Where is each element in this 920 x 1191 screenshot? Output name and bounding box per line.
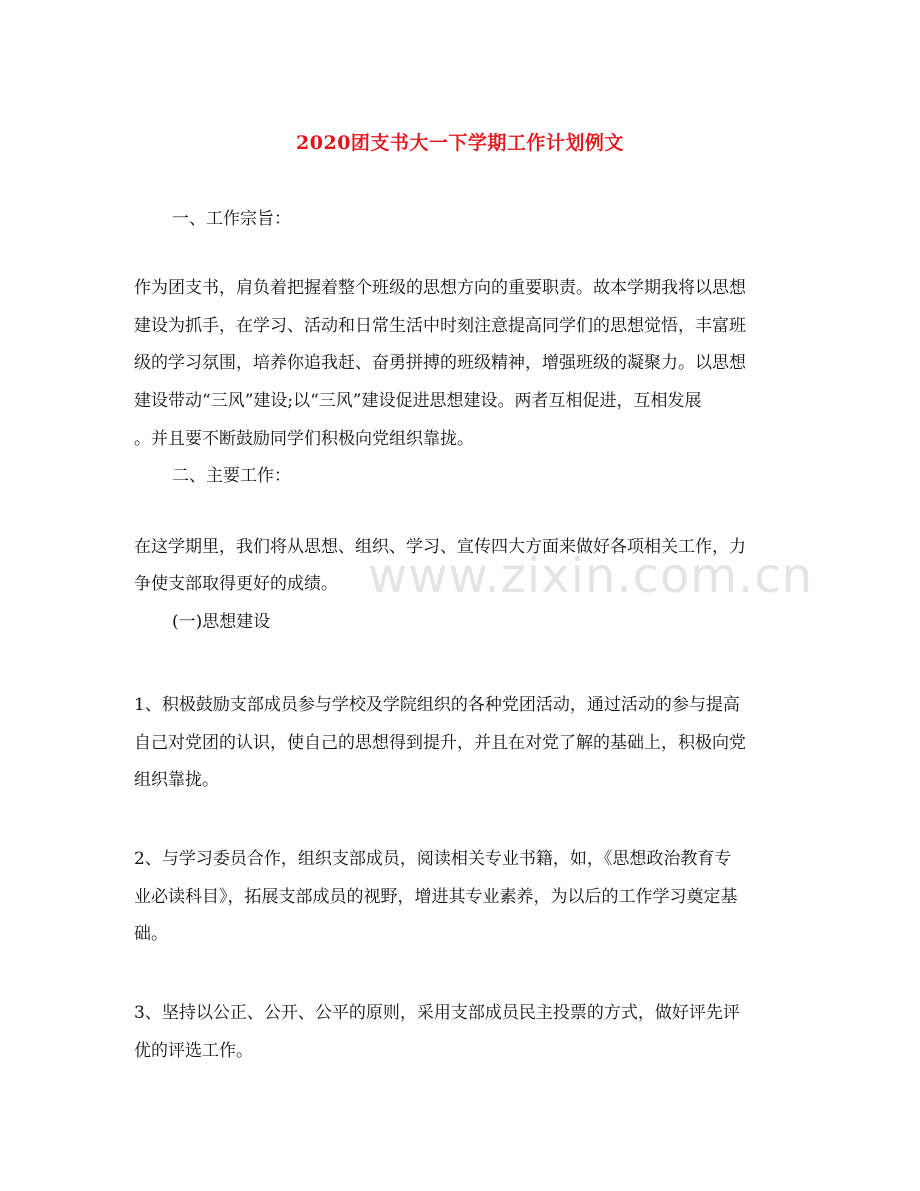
list-item-line: 1、积极鼓励支部成员参与学校及学院组织的各种党团活动，通过活动的参与提高 <box>134 695 740 715</box>
paragraph-line: 争使支部取得更好的成绩。 <box>134 574 338 594</box>
paragraph-line: 级的学习氛围，培养你追我赶、奋勇拼搏的班级精神，增强班级的凝聚力。以思想 <box>134 353 746 373</box>
list-item-line: 3、坚持以公正、公开、公平的原则，采用支部成员民主投票的方式，做好评先评 <box>134 1003 740 1023</box>
list-item-line: 业必读科目》，拓展支部成员的视野，增进其专业素养，为以后的工作学习奠定基 <box>134 887 738 907</box>
list-item-line: 础。 <box>134 924 168 944</box>
document-title: 2020团支书大一下学期工作计划例文 <box>296 132 624 154</box>
paragraph-line: 。并且要不断鼓励同学们积极向党组织靠拢。 <box>134 429 474 449</box>
subsection-heading: (一)思想建设 <box>172 612 271 632</box>
paragraph-line: 建设为抓手，在学习、活动和日常生活中时刻注意提高同学们的思想觉悟，丰富班 <box>134 316 746 336</box>
list-item-line: 优的评选工作。 <box>134 1041 253 1061</box>
list-item-line: 2、与学习委员合作，组织支部成员，阅读相关专业书籍，如，《思想政治教育专 <box>134 849 732 869</box>
paragraph-line: 在这学期里，我们将从思想、组织、学习、宣传四大方面来做好各项相关工作，力 <box>134 537 746 557</box>
watermark: www.zixin.com.cn <box>368 548 814 604</box>
list-item-line: 组织靠拢。 <box>134 770 219 790</box>
section-heading-1: 一、工作宗旨： <box>172 209 291 229</box>
paragraph-line: 作为团支书，肩负着把握着整个班级的思想方向的重要职责。故本学期我将以思想 <box>134 278 746 298</box>
list-item-line: 自己对党团的认识，使自己的思想得到提升，并且在对党了解的基础上，积极向党 <box>134 733 746 753</box>
section-heading-2: 二、主要工作： <box>172 466 291 486</box>
paragraph-line: 建设带动“三风”建设;以“三风”建设促进思想建设。两者互相促进，互相发展 <box>134 391 702 411</box>
